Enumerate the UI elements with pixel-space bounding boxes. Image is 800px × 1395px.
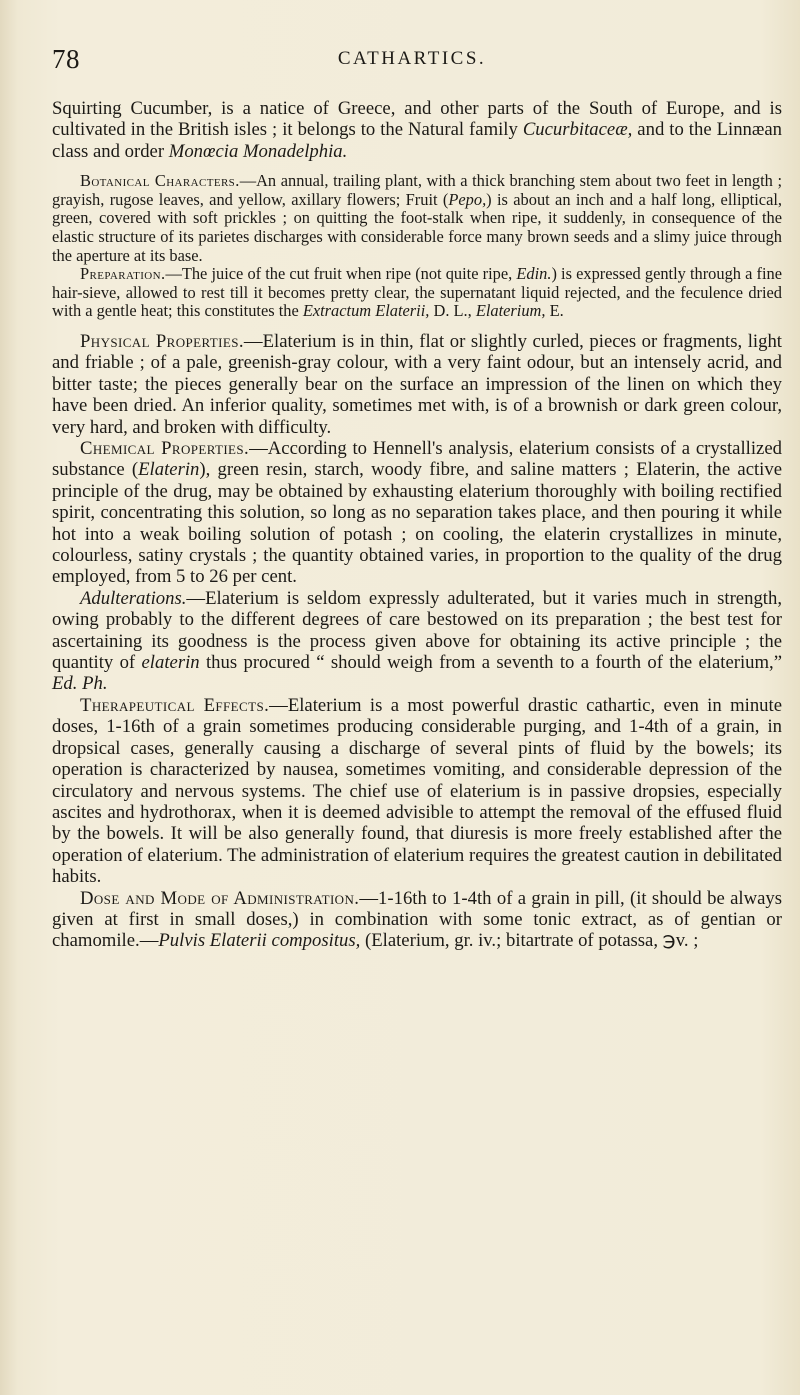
running-head: CATHARTICS. — [337, 48, 487, 69]
class-order: Monœcia Monadelphia. — [168, 140, 348, 162]
botanical-paragraph — [52, 172, 782, 265]
adulterations-heading: Adulterations. — [80, 587, 187, 609]
chemical-heading: Chemical Properties. — [80, 438, 250, 459]
dose-text: —1-16th to 1-4th of a grain in pill, (it should be always given at first in small doses,) in combination with some tonic extract, as of gentian or chamomile.— — [52, 887, 783, 952]
elaterium-term: Elaterium, — [475, 301, 546, 321]
source-ref: Ed. Ph. — [52, 673, 108, 695]
extractum-term: Extractum Elaterii, — [302, 301, 430, 321]
dose-text-2: (Elaterium, gr. iv.; bitartrate of potassa, ℈v. ; — [360, 930, 699, 952]
main-section — [52, 331, 782, 952]
elaterin-term-2: elaterin — [141, 652, 200, 674]
preparation-text-2: ) is expressed gently through a fine hair-sieve, allowed to rest till it becomes pretty clear, the supernatant liquid rejected, and the feculence dried with a gentle heat; this constitutes the — [52, 264, 782, 321]
pulvis-term: Pulvis Elaterii compositus, — [158, 930, 361, 952]
botanical-heading: Botanical Characters. — [80, 171, 240, 191]
therapeutical-paragraph — [52, 695, 782, 888]
preparation-text-3: D. L., — [429, 301, 476, 321]
intro-text: Squirting Cucumber, is a natice of Greece, and other parts of the South of Europe, and is cultivated in the British isles ; it belongs to the Natural family — [52, 98, 782, 141]
elaterin-term: Elaterin — [138, 459, 200, 481]
page-number: 78 — [52, 44, 80, 74]
adulterations-paragraph — [52, 588, 782, 695]
edin-ref: Edin. — [516, 264, 552, 284]
preparation-text-4: E. — [545, 301, 564, 321]
botanical-text-2: ) is about an inch and a half long, elliptical, green, covered with soft prickles ; on quitting the foot-stalk when ripe, it suddenly, in consequence of the elastic structure of its parietes discharges with considerable force many brown seeds and a slimy juice through the aperture at its base. — [52, 189, 782, 265]
physical-text: —Elaterium is in thin, flat or slightly curled, pieces or fragments, light and friable ; of a pale, greenish-gray colour, with a very faint odour, but an intensely acrid, and bitter taste; the pieces generally bear on the surface an impression of the linen on which they have been dried. An inferior quality, sometimes met with, is of a brownish or dark green colour, very hard, and broken with difficulty. — [52, 330, 782, 438]
page-header — [52, 44, 772, 84]
physical-paragraph — [52, 331, 782, 438]
small-print-section — [52, 172, 782, 321]
botanical-text: —An annual, trailing plant, with a thick branching stem about two feet in length ; grayish, rugose leaves, and yellow, axillary flowers; Fruit ( — [52, 171, 782, 209]
therapeutical-heading: Therapeutical Effects. — [80, 694, 270, 716]
family-name: Cucurbitaceæ, — [522, 119, 633, 141]
adulterations-text: —Elaterium is seldom expressly adulterated, but it varies much in strength, owing probably to the different degrees of care bestowed on its preparation ; the best test for ascertaining its goodness is the process given above for obtaining its active principle ; the quantity of — [52, 587, 782, 674]
chemical-text-2: ), green resin, starch, woody fibre, and saline matters ; Elaterin, the active principle of the drug, may be obtained by exhausting elaterium thoroughly with boiling rectified spirit, concentrating this solution, so long as no separation takes place, and then pouring it while hot into a weak boiling solution of potash ; on cooling, the elaterin crystallizes in minute, colourless, satiny crystals ; the quantity obtained varies, in proportion to the quality of the drug employed, from 5 to 26 per cent. — [52, 459, 783, 588]
body-text — [52, 98, 782, 952]
preparation-paragraph — [52, 265, 782, 321]
preparation-text: —The juice of the cut fruit when ripe (not quite ripe, — [165, 264, 517, 284]
intro-text-2: and to the Linnæan class and order — [52, 119, 782, 162]
adulterations-text-2: thus procured “ should weigh from a seventh to a fourth of the elaterium,” — [199, 652, 783, 674]
dose-heading: Dose and Mode of Administration. — [80, 887, 360, 909]
physical-heading: Physical Properties. — [80, 330, 244, 352]
chemical-paragraph — [52, 438, 782, 588]
dose-paragraph — [52, 888, 782, 952]
preparation-heading: Preparation. — [80, 264, 166, 284]
therapeutical-text: —Elaterium is a most powerful drastic cathartic, even in minute doses, 1-16th of a grain sometimes producing considerable purging, and 1-4th of a grain, in dropsical cases, generally causing a discharge of several pints of fluid by the bowels; its operation is characterized by nausea, sometimes vomiting, and considerable depression of the circulatory and nervous systems. The chief use of elaterium is in passive dropsies, especially ascites and hydrothorax, when it is deemed advisible to attempt the removal of the effused fluid by the bowels. It will be also generally found, that diuresis is more freely established after the operation of elaterium. The administration of elaterium requires the greatest caution in debilitated habits. — [52, 694, 782, 888]
chemical-text: —According to Hennell's analysis, elaterium consists of a crystallized substance ( — [52, 438, 782, 481]
pepo-term: Pepo, — [448, 189, 487, 209]
intro-paragraph — [52, 98, 782, 162]
